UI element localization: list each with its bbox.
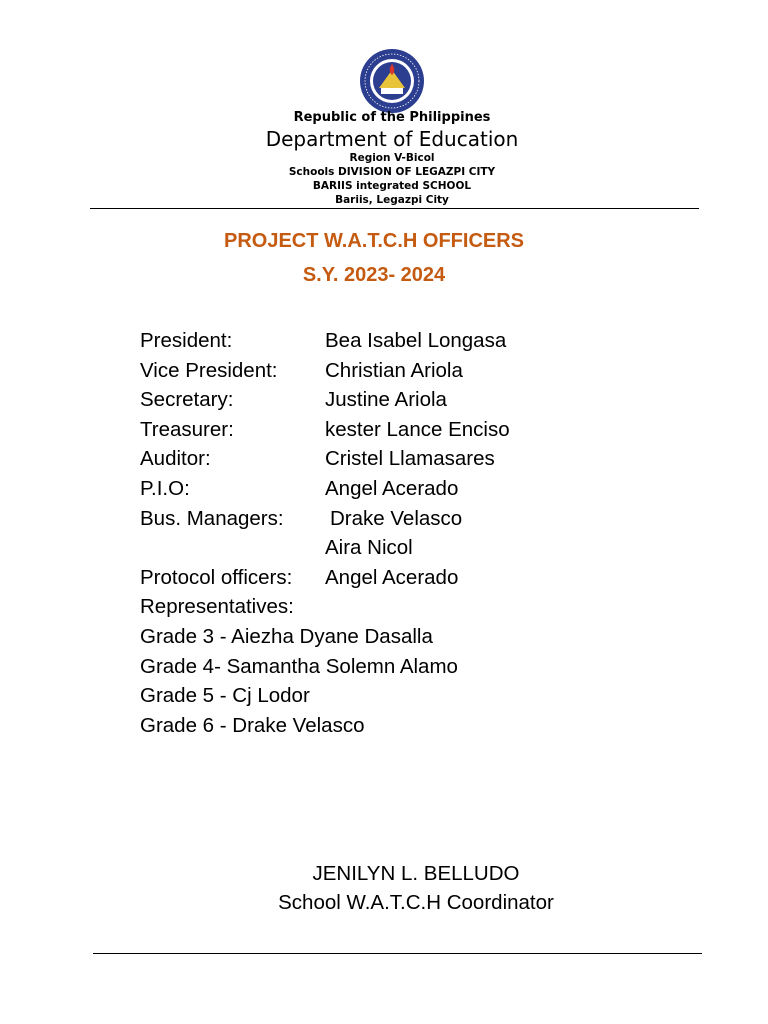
officer-name: Cristel Llamasares bbox=[325, 447, 495, 471]
representative-item: Grade 4- Samantha Solemn Alamo bbox=[140, 654, 458, 678]
school-label: BARIIS integrated SCHOOL bbox=[312, 180, 472, 192]
officer-name: Angel Acerado bbox=[325, 476, 459, 500]
officer-role: Auditor: bbox=[140, 447, 211, 471]
signatory-role: School W.A.T.C.H Coordinator bbox=[278, 891, 554, 914]
republic-label: Republic of the Philippines bbox=[293, 110, 491, 125]
representative-item: Grade 3 - Aiezha Dyane Dasalla bbox=[140, 624, 433, 648]
department-label: Department of Education bbox=[265, 127, 519, 151]
address-label: Bariis, Legazpi City bbox=[335, 194, 449, 206]
officer-name: kester Lance Enciso bbox=[325, 417, 510, 441]
officer-role: President: bbox=[140, 329, 233, 352]
signatory-name: JENILYN L. BELLUDO bbox=[312, 862, 520, 885]
officer-role: Secretary: bbox=[140, 388, 234, 412]
officer-name: Christian Ariola bbox=[325, 358, 463, 382]
officer-name: Angel Acerado bbox=[325, 565, 459, 589]
header-divider bbox=[90, 208, 699, 209]
footer-divider bbox=[93, 953, 702, 954]
officer-name: Aira Nicol bbox=[325, 536, 413, 560]
representatives-heading: Representatives: bbox=[140, 595, 294, 619]
document-title: PROJECT W.A.T.C.H OFFICERS bbox=[223, 230, 525, 252]
division-label: Schools DIVISION OF LEGAZPI CITY bbox=[288, 166, 496, 178]
representative-item: Grade 5 - Cj Lodor bbox=[140, 684, 310, 708]
officer-role: Bus. Managers: bbox=[140, 506, 284, 530]
deped-seal-icon bbox=[351, 48, 433, 114]
officer-role: Vice President: bbox=[140, 358, 278, 382]
representative-item: Grade 6 - Drake Velasco bbox=[140, 713, 365, 737]
officer-role: Protocol officers: bbox=[140, 565, 293, 589]
officer-role: P.I.O: bbox=[140, 476, 190, 500]
officer-name: Justine Ariola bbox=[325, 388, 447, 412]
school-year-title: S.Y. 2023- 2024 bbox=[302, 264, 446, 286]
officer-role: Treasurer: bbox=[140, 417, 234, 441]
officer-name: Drake Velasco bbox=[330, 506, 463, 530]
officer-name: Bea Isabel Longasa bbox=[325, 329, 507, 352]
region-label: Region V-Bicol bbox=[349, 152, 435, 164]
